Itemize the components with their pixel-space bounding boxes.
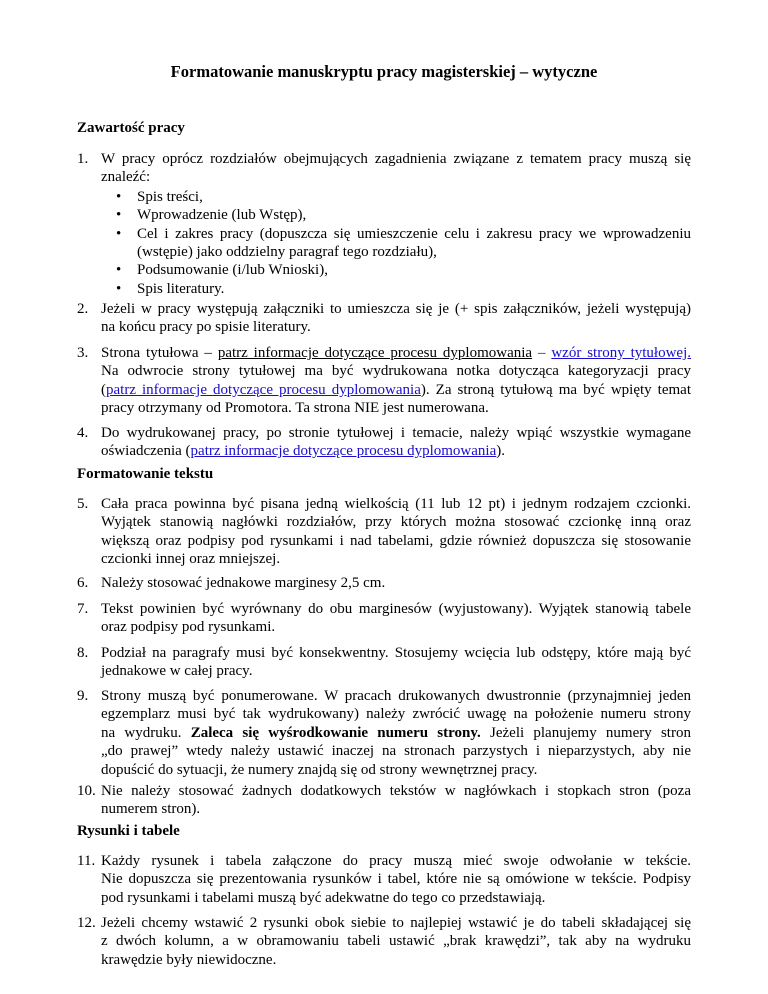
list-item-4: 4. Do wydrukowanej pracy, po stronie tytułowej i temacie, należy wpiąć wszystkie wymagane oświadczenia (patrz informacje dotyczące procesu dyplomowania). <box>77 425 691 460</box>
bullet-item: • Spis literatury. <box>116 280 225 297</box>
item-text: numerem stron). <box>101 801 201 818</box>
list-item-8 <box>77 644 691 681</box>
process-info-link[interactable]: patrz informacje dotyczące procesu dyplomowania <box>217 345 533 361</box>
item-text: „do prawej” wtedy należy ustawić inaczej na stronach parzystych i nieparzystych, aby nie <box>101 743 691 760</box>
item-text: egzemplarz musi być tak wydrukowany) należy zwrócić uwagę na położenie numeru strony <box>101 706 691 723</box>
bullet-icon: • <box>116 225 122 242</box>
list-item-2 <box>77 300 691 337</box>
emphasis-text: Zaleca się wyśrodkowanie numeru strony. <box>190 724 481 741</box>
list-item-6 <box>77 574 691 592</box>
bullet-item: • Wprowadzenie (lub Wstęp), <box>116 207 307 224</box>
item-text: Na odwrocie strony tytułowej ma być wydrukowana notka dotycząca kategoryzacji pracy <box>101 363 691 380</box>
list-item-3: 3. Strona tytułowa – patrz informacje dotyczące procesu dyplomowania – wzór strony tytułowej. Na odwrocie strony tytułowej ma być wydrukowana notka dotycząca kategoryzacji pracy (patrz informacje dotyczące procesu dyplomowania). Za stroną tytułową ma być wpięty temat pracy otrzymany od Promotora. Ta strona NIE jest numerowana. <box>77 345 692 417</box>
item-text: Do wydrukowanej pracy, po stronie tytułowej i temacie, należy wpiąć wszystkie wymagane <box>101 425 691 441</box>
item-text: czcionki innej oraz mniejszej. <box>101 551 281 568</box>
list-item-10 <box>77 782 691 819</box>
bullet-icon: • <box>116 262 122 279</box>
list-item-9: 9. Strony muszą być ponumerowane. W pracach drukowanych dwustronnie (przynajmniej jeden egzemplarz musi być tak wydrukowany) należy zwrócić uwagę na położenie numeru strony na wydruku. Zaleca się wyśrodkowanie numeru strony. Jeżeli planujemy numery stron „do prawej” wtedy należy ustawić inaczej na stronach parzystych i nieparzystych, aby nie dopuścić do sytuacji, że numery znajdą się od strony wewnętrznej pracy. <box>77 688 691 778</box>
item-number: 8. <box>77 645 89 661</box>
item-text: Podział na paragrafy musi być konsekwentny. Stosujemy wcięcia lub odstępy, które mają być <box>101 645 691 661</box>
item-text: z dwóch kolumn, a w obramowaniu tabeli ustawić „brak krawędzi”, tak aby na wydruku <box>101 933 691 950</box>
item-number: 6. <box>77 575 89 591</box>
item-text: na końcu pracy po spisie literatury. <box>101 319 311 336</box>
item-number: 9. <box>77 688 89 704</box>
bullet-list <box>101 188 691 298</box>
item-number: 4. <box>77 425 89 441</box>
item-number: 5. <box>77 496 89 512</box>
section-heading-formatting: Formatowanie tekstu <box>77 466 214 482</box>
item-text: Strony muszą być ponumerowane. W pracach drukowanych dwustronnie (przynajmniej jeden <box>101 688 691 704</box>
item-text: Jeżeli chcemy wstawić 2 rysunki obok siebie to najlepiej wstawić je do tabeli składającej się <box>101 915 691 931</box>
item-text: oraz podpisy pod rysunkami. <box>101 619 276 636</box>
item-text: Każdy rysunek i tabela załączone do pracy muszą mieć swoje odwołanie w tekście. <box>101 853 691 869</box>
item-text: krawędzie były niewidoczne. <box>101 951 277 968</box>
section-heading-contents: Zawartość pracy <box>77 120 185 136</box>
bullet-item: • Cel i zakres pracy (dopuszcza się umieszczenie celu i zakresu pracy we wprowadzeniu (wstępie) jako oddzielny paragraf tego rozdziału), <box>116 225 691 261</box>
item-text: dopuścić do sytuacji, że numery znajdą się od strony wewnętrznej pracy. <box>101 761 538 778</box>
item-text: pod rysunkami i tabelami muszą być adekwatne do tego co przedstawiają. <box>101 889 546 906</box>
list-item-5 <box>77 495 691 569</box>
item-text: W pracy oprócz rozdziałów obejmujących zagadnienia związane z tematem pracy muszą się <box>101 151 691 167</box>
bullet-item: • Podsumowanie (i/lub Wnioski), <box>116 262 328 279</box>
item-text: większą oraz podpisy pod rysunkami i nad tabelami, gdzie również dopuszcza się stosowanie <box>101 532 691 549</box>
process-info-link[interactable]: patrz informacje dotyczące procesu dyplomowania <box>106 381 421 398</box>
bullet-icon: • <box>116 207 122 224</box>
item-text: Nie dopuszcza się prezentowania rysunków i tabel, które nie są omówione w tekście. Podpisy <box>101 871 691 888</box>
process-info-link[interactable]: patrz informacje dotyczące procesu dyplomowania <box>190 443 497 460</box>
section-heading-figures: Rysunki i tabele <box>77 823 180 839</box>
list-item-12 <box>77 914 691 969</box>
item-text: Nie należy stosować żadnych dodatkowych tekstów w nagłówkach i stopkach stron (poza <box>101 783 691 799</box>
list-item-1 <box>77 150 691 298</box>
bullet-icon: • <box>116 188 122 205</box>
item-text: znaleźć: <box>101 169 151 186</box>
item-text: Tekst powinien być wyrównany do obu marginesów (wyjustowany). Wyjątek stanowią tabele <box>101 601 691 617</box>
item-number: 12. <box>77 915 96 931</box>
item-text: jednakowe w całej pracy. <box>101 663 253 680</box>
item-text: Jeżeli w pracy występują załączniki to umieszcza się je (+ spis załączników, jeżeli występują) <box>101 301 691 317</box>
title-page-template-link[interactable]: wzór strony tytułowej. <box>551 345 692 361</box>
item-number: 7. <box>77 601 89 617</box>
item-text: pracy otrzymany od Promotora. Ta strona NIE jest numerowana. <box>101 400 489 417</box>
item-number: 1. <box>77 151 89 167</box>
item-text: Cała praca powinna być pisana jedną wielkością (11 lub 12 pt) i jednym rodzajem czcionki. <box>101 496 691 512</box>
page-title: Formatowanie manuskryptu pracy magisterskiej – wytyczne <box>170 62 598 81</box>
list-item-11 <box>77 852 691 907</box>
item-number: 2. <box>77 301 89 317</box>
item-number: 3. <box>77 345 89 361</box>
bullet-icon: • <box>116 280 122 297</box>
item-text: Należy stosować jednakowe marginesy 2,5 cm. <box>101 575 386 591</box>
bullet-item: • Spis treści, <box>116 188 203 205</box>
list-item-7 <box>77 600 691 637</box>
item-text: Wyjątek stanowią nagłówki rozdziałów, przy których można stosować czcionkę inną oraz <box>101 514 691 531</box>
item-number: 10. <box>77 783 96 799</box>
item-number: 11. <box>77 853 96 869</box>
